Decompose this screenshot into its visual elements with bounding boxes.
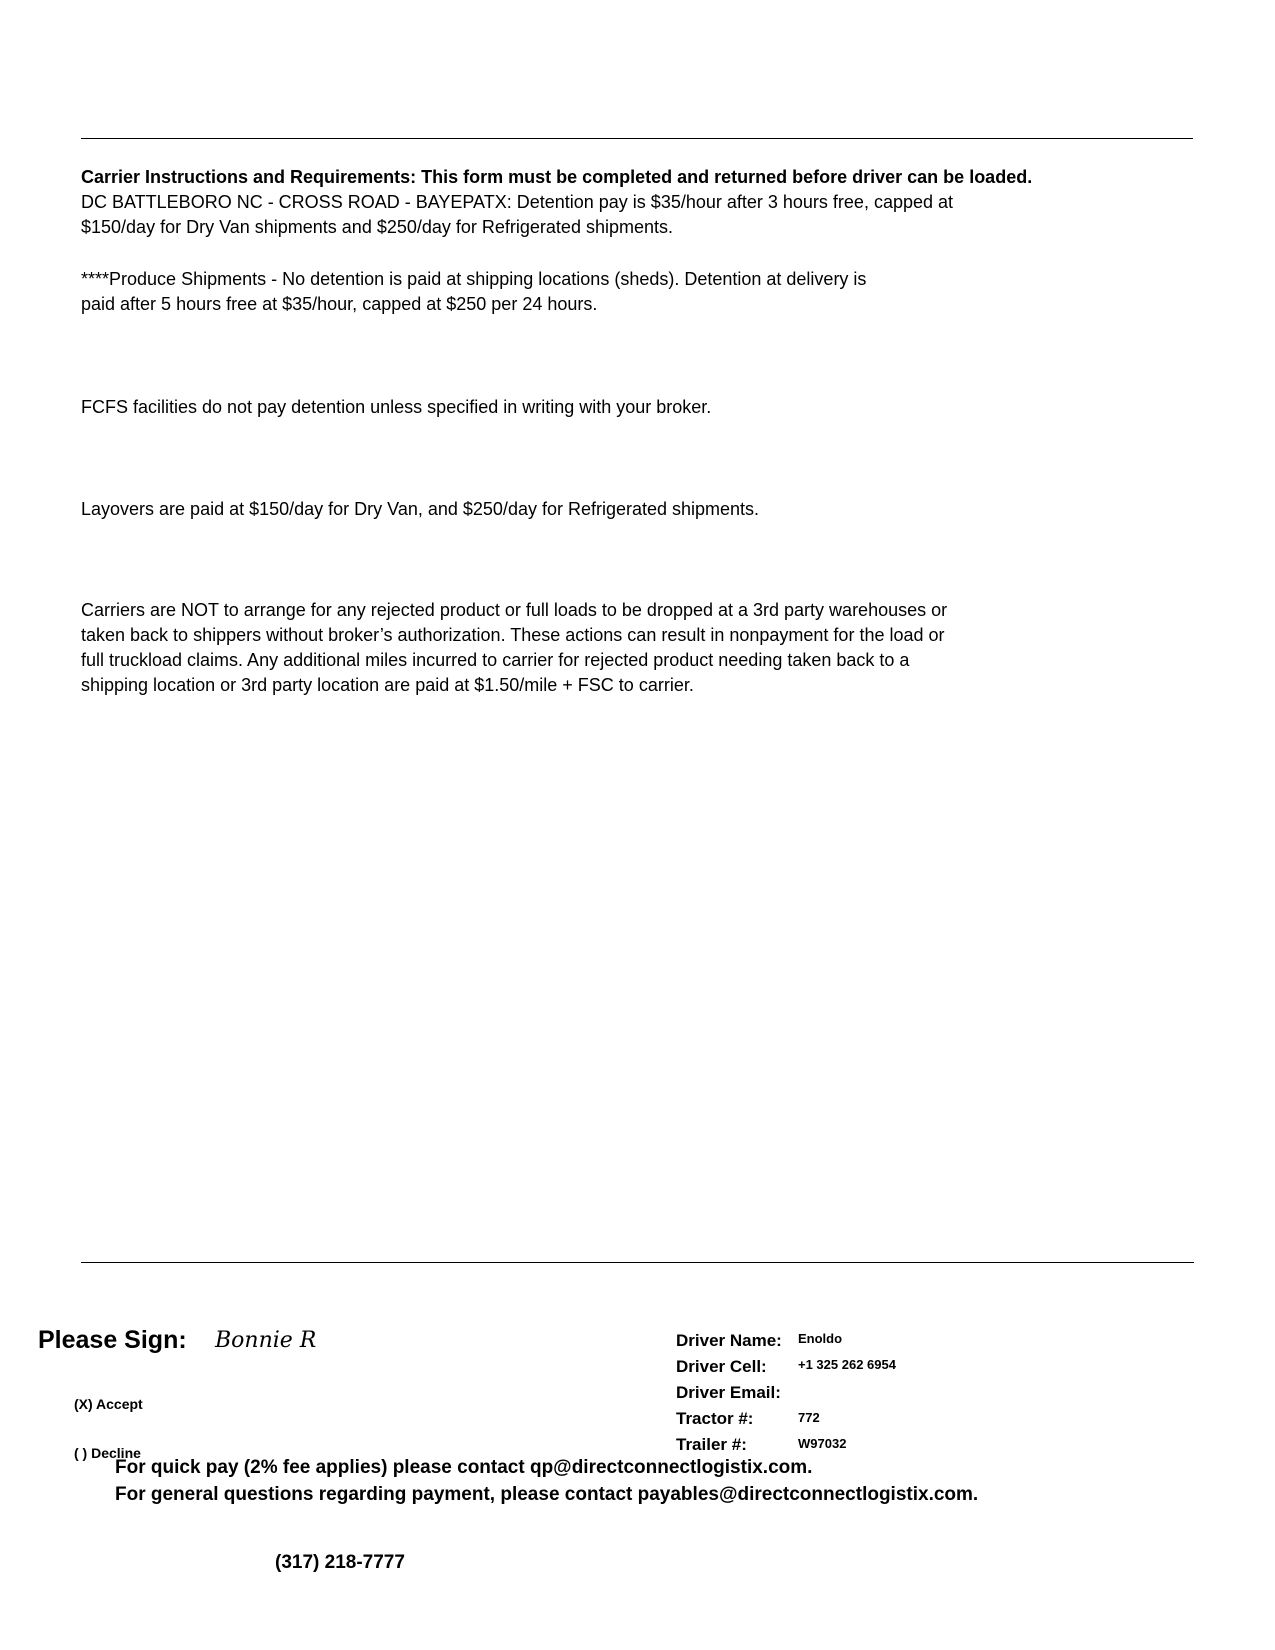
quick-pay-contact: For quick pay (2% fee applies) please contact qp@directconnectlogistix.com. xyxy=(115,1457,813,1478)
rejected-line-1: Carriers are NOT to arrange for any rejected product or full loads to be dropped at a 3rd party warehouses or xyxy=(81,600,948,620)
rejected-line-2: taken back to shippers without broker’s authorization. These actions can result in nonpayment for the load or xyxy=(81,625,945,645)
decline-option[interactable]: ( ) Decline xyxy=(74,1445,141,1461)
signature-field[interactable]: Bonnie R xyxy=(215,1328,317,1353)
instructions-heading: Carrier Instructions and Requirements: This form must be completed and returned before driver can be loaded. xyxy=(81,167,1033,187)
rejected-line-3: full truckload claims. Any additional miles incurred to carrier for rejected product needing taken back to a xyxy=(81,650,910,670)
detention-line-1: DC BATTLEBORO NC - CROSS ROAD - BAYEPATX: Detention pay is $35/hour after 3 hours free, capped at xyxy=(81,192,954,212)
produce-line-2: paid after 5 hours free at $35/hour, capped at $250 per 24 hours. xyxy=(81,294,598,314)
phone-number: (317) 218-7777 xyxy=(275,1552,405,1573)
detention-line-2: $150/day for Dry Van shipments and $250/day for Refrigerated shipments. xyxy=(81,217,673,237)
accept-option[interactable]: (X) Accept xyxy=(74,1396,143,1412)
bottom-divider xyxy=(81,1262,1194,1263)
please-sign-label: Please Sign: xyxy=(38,1326,187,1354)
trailer-value[interactable]: W97032 xyxy=(798,1436,847,1451)
fcfs-paragraph xyxy=(81,395,711,420)
top-divider xyxy=(81,138,1193,139)
layovers-text: Layovers are paid at $150/day for Dry Van, and $250/day for Refrigerated shipments. xyxy=(81,499,760,519)
layovers-paragraph xyxy=(81,497,759,522)
tractor-label: Tractor #: xyxy=(676,1409,754,1428)
instructions-section xyxy=(81,165,1032,240)
rejected-product-paragraph xyxy=(81,598,947,698)
fcfs-text: FCFS facilities do not pay detention unless specified in writing with your broker. xyxy=(81,397,712,417)
produce-paragraph xyxy=(81,267,866,317)
driver-name-value[interactable]: Enoldo xyxy=(798,1331,843,1346)
produce-line-1: ****Produce Shipments - No detention is paid at shipping locations (sheds). Detention at delivery is xyxy=(81,269,867,289)
general-questions-contact: For general questions regarding payment, please contact payables@directconnectlogistix.com. xyxy=(115,1484,979,1505)
driver-cell-value[interactable]: +1 325 262 6954 xyxy=(798,1357,896,1372)
driver-email-label: Driver Email: xyxy=(676,1383,781,1402)
driver-cell-label: Driver Cell: xyxy=(676,1357,767,1376)
driver-name-label: Driver Name: xyxy=(676,1331,782,1350)
trailer-label: Trailer #: xyxy=(676,1435,747,1454)
rejected-line-4: shipping location or 3rd party location are paid at $1.50/mile + FSC to carrier. xyxy=(81,675,694,695)
tractor-value[interactable]: 772 xyxy=(798,1410,820,1425)
